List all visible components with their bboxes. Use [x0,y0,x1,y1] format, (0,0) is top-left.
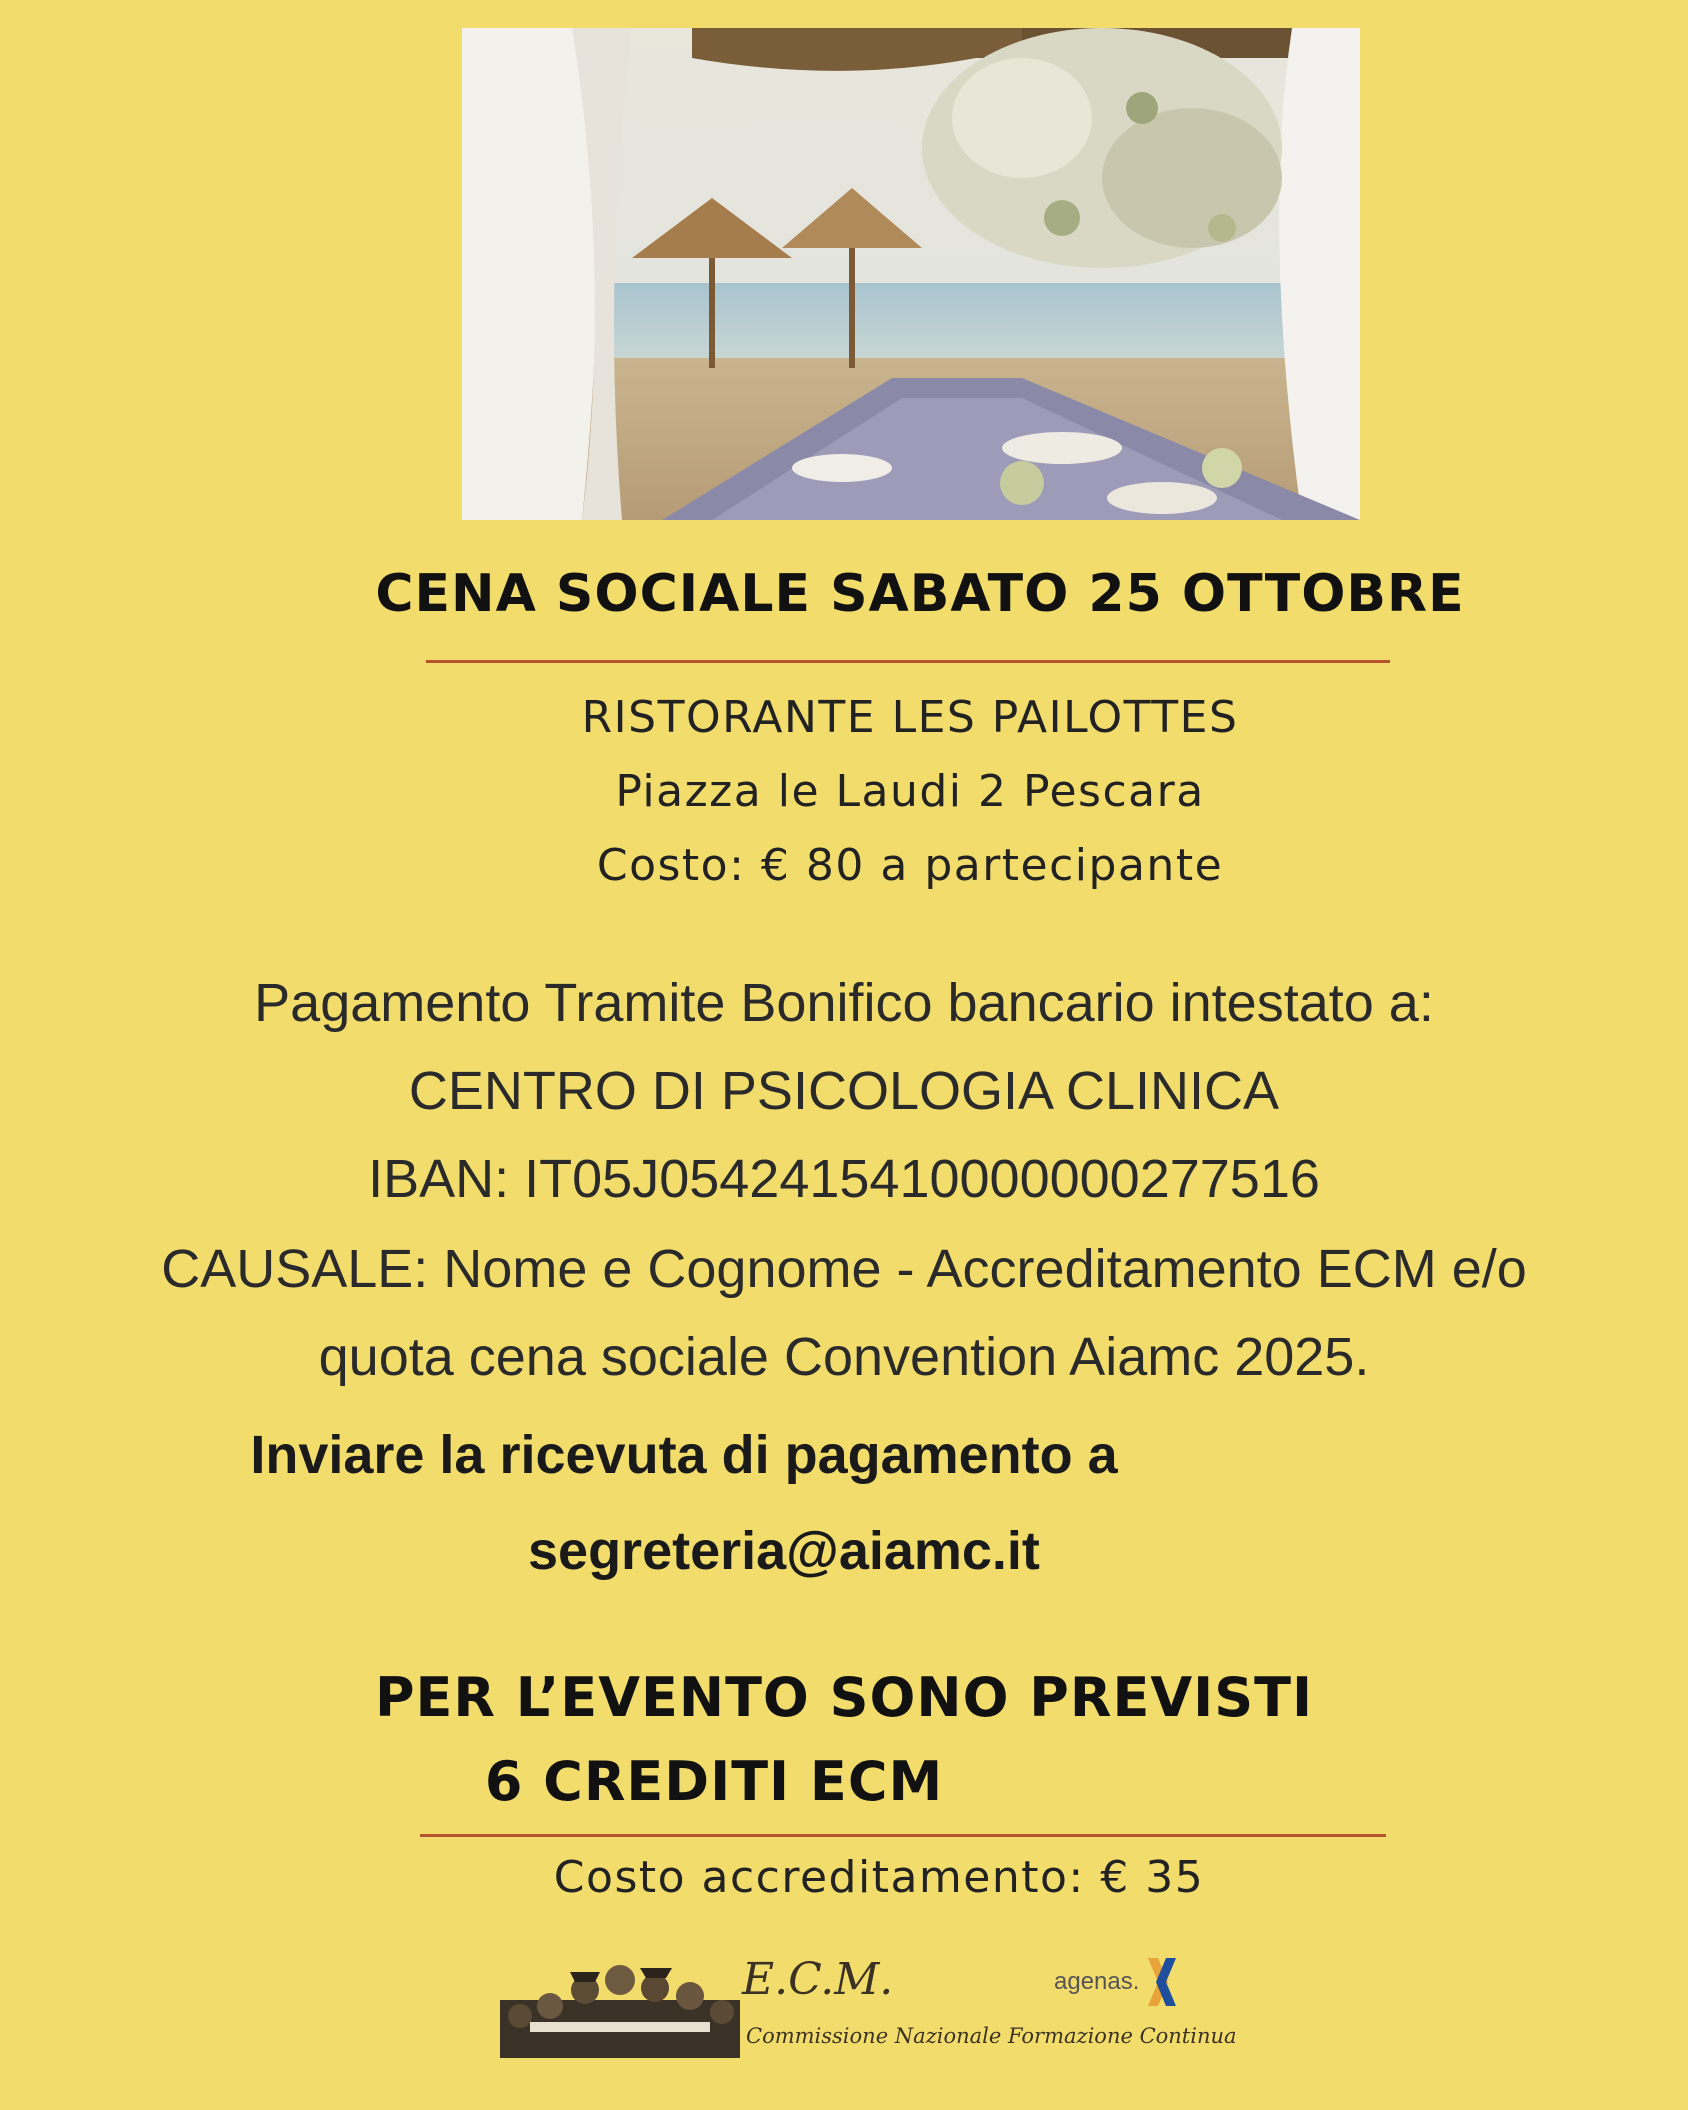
agenas-mark-icon [1142,1958,1188,2006]
ecm-subtitle: Commissione Nazionale Formazione Continua [746,2024,1237,2048]
payment-reason: CAUSALE: Nome e Cognome - Accreditamento ECM e/o [161,1239,1527,1299]
ecm-credits-heading: PER L’EVENTO SONO PREVISTI [374,1666,1314,1729]
ecm-title: E.C.M. [742,1954,894,2005]
contact-email[interactable]: segreteria@aiamc.it [528,1521,1040,1581]
event-photo [462,28,1360,520]
agenas-logo [1054,1958,1194,2008]
agenas-wordmark: agenas. [1054,1968,1140,1995]
accreditation-cost: Costo accreditamento: € 35 [553,1852,1205,1903]
event-title: CENA SOCIALE SABATO 25 OTTOBRE [375,564,1465,624]
payment-reason-continued: quota cena sociale Convention Aiamc 2025. [318,1327,1370,1387]
divider [426,660,1390,663]
payment-method: Pagamento Tramite Bonifico bancario intestato a: [254,973,1434,1033]
venue-address: Piazza le Laudi 2 Pescara [615,766,1205,817]
payment-beneficiary: CENTRO DI PSICOLOGIA CLINICA [408,1061,1280,1121]
dinner-cost: Costo: € 80 a partecipante [596,840,1224,891]
ecm-people-illustration [500,1960,740,2058]
divider [420,1834,1386,1837]
venue-name: RISTORANTE LES PAILOTTES [581,692,1239,743]
receipt-instruction: Inviare la ricevuta di pagamento a [250,1425,1118,1485]
ecm-credits-count: 6 CREDITI ECM [484,1750,944,1813]
payment-iban: IBAN: IT05J0542415410000000277516 [368,1149,1320,1209]
